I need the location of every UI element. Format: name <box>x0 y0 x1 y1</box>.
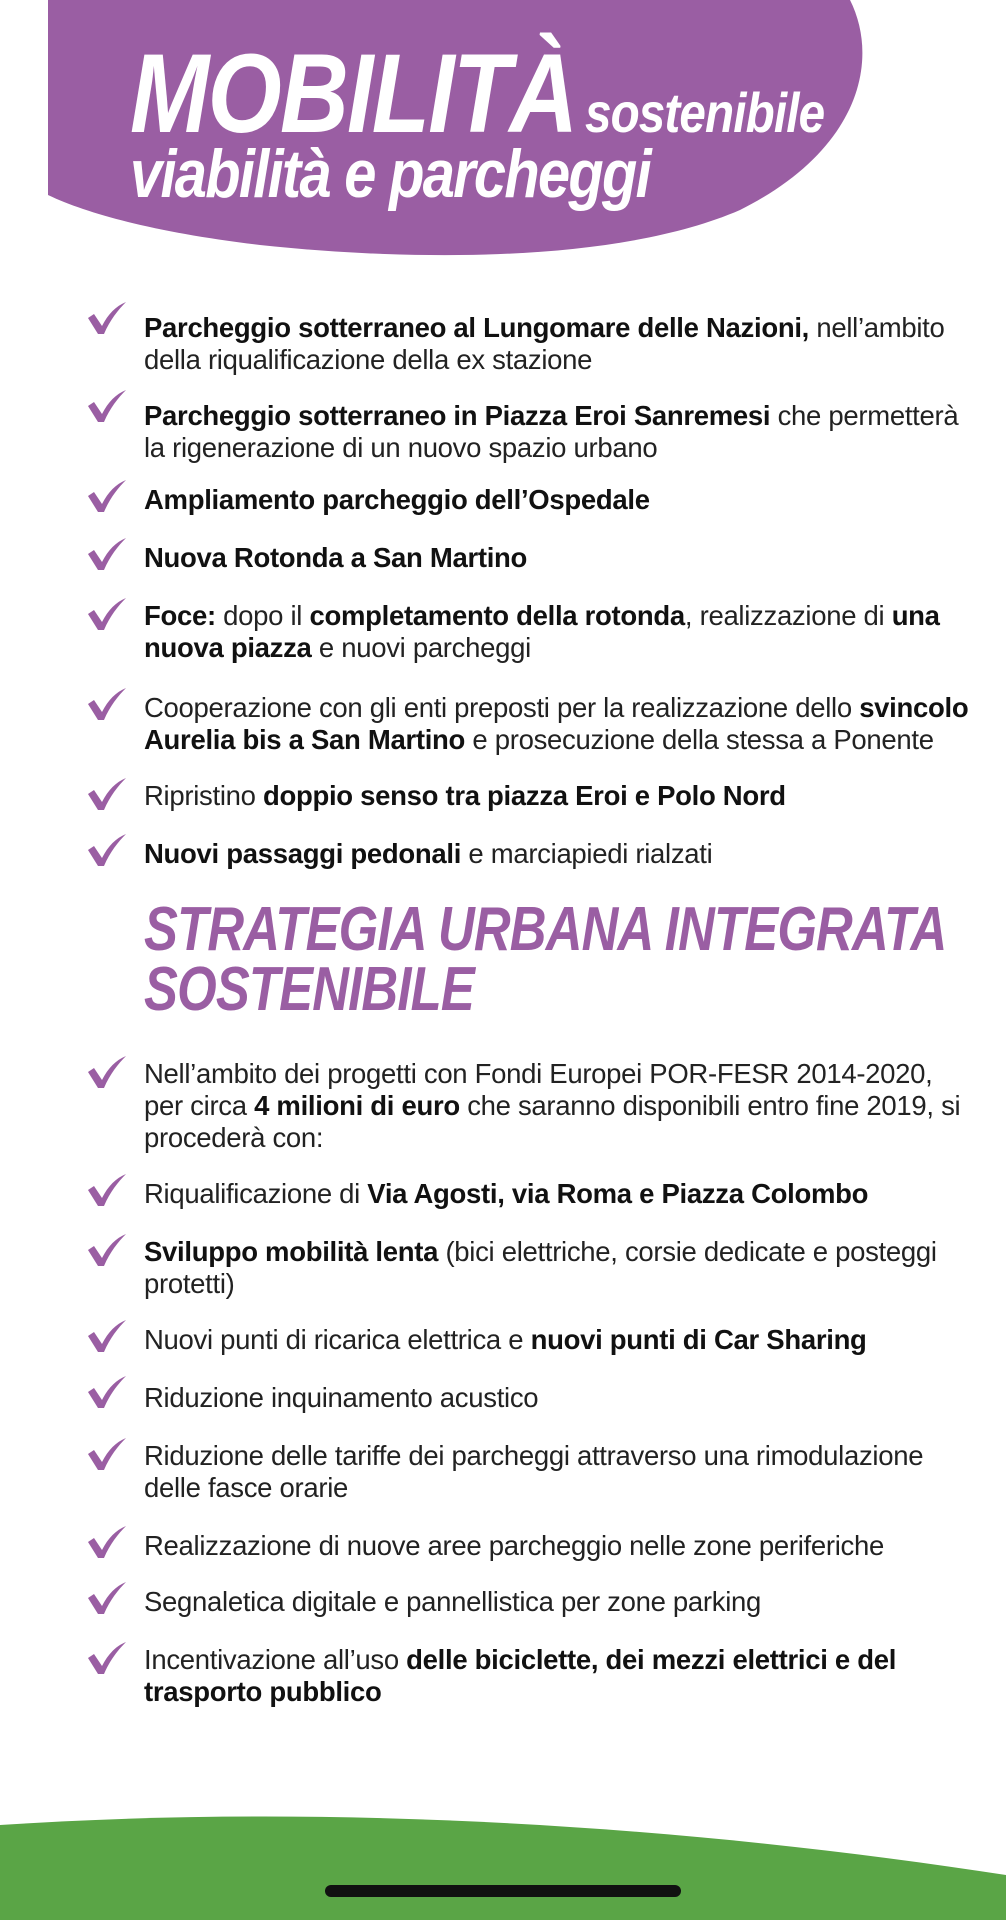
item-text: che permetterà la rigenerazione di un nuovo spazio urbano <box>144 400 959 463</box>
item-bold: completamento della rotonda <box>309 600 685 631</box>
checkmark-icon <box>86 1172 128 1208</box>
item-bold: 4 milioni di euro <box>254 1090 460 1121</box>
checkmark-icon <box>86 1318 128 1354</box>
item-text: Segnaletica digitale e pannellistica per zone parking <box>144 1586 762 1617</box>
item-text: Ripristino <box>144 780 263 811</box>
checkmark-icon <box>86 596 128 632</box>
item-bold: nuovi punti di Car Sharing <box>530 1324 867 1355</box>
checkmark-icon <box>86 1436 128 1472</box>
checkmark-icon <box>86 300 128 336</box>
checkmark-icon <box>86 1054 128 1090</box>
item-text: dopo il <box>215 600 310 631</box>
home-indicator[interactable] <box>325 1885 681 1897</box>
checkmark-icon <box>86 536 128 572</box>
item-text: Realizzazione di nuove aree parcheggio nelle zone periferiche <box>144 1530 884 1561</box>
item-text: e marciapiedi rialzati <box>461 838 713 869</box>
item-bold: doppio senso tra piazza Eroi e Polo Nord <box>262 780 786 811</box>
checkmark-icon <box>86 388 128 424</box>
item-bold: svincolo Aurelia bis a San Martino <box>144 692 969 755</box>
item-text: Nuovi punti di ricarica elettrica e <box>144 1324 531 1355</box>
item-bold: Foce: <box>144 600 216 631</box>
section-title <box>144 895 964 1024</box>
header-title <box>130 31 825 156</box>
header-subtitle: viabilità e parcheggi <box>130 136 651 212</box>
item-bold: Sviluppo mobilità lenta <box>144 1236 439 1267</box>
item-bold: delle biciclette, dei mezzi elettrici e del trasporto pubblico <box>144 1644 897 1707</box>
checkmark-icon <box>86 832 128 868</box>
item-text: Riqualificazione di <box>144 1178 368 1209</box>
item-bold: una nuova piazza <box>144 600 940 663</box>
checkmark-icon <box>86 1374 128 1410</box>
checkmark-icon <box>86 686 128 722</box>
item-bold: Parcheggio sotterraneo in Piazza Eroi Sanremesi <box>144 400 771 431</box>
item-text: Incentivazione all’uso <box>144 1644 407 1675</box>
item-bold: Via Agosti, via Roma e Piazza Colombo <box>367 1178 869 1209</box>
item-text: che saranno disponibili entro fine 2019, si procederà con: <box>144 1090 961 1153</box>
item-text: nell’ambito della riqualificazione della ex stazione <box>144 312 945 375</box>
item-text: , realizzazione di <box>684 600 892 631</box>
checkmark-icon <box>86 776 128 812</box>
item-text: (bici elettriche, corsie dedicate e posteggi protetti) <box>144 1236 937 1299</box>
item-bold: Nuova Rotonda a San Martino <box>144 542 528 573</box>
section-title-line1: STRATEGIA URBANA INTEGRATA <box>144 895 947 964</box>
footer-band <box>0 1780 1006 1920</box>
checkmark-icon <box>86 478 128 514</box>
item-text: Cooperazione con gli enti preposti per la realizzazione dello <box>144 692 860 723</box>
section-title-line2: SOSTENIBILE <box>144 955 474 1024</box>
item-text: Nell’ambito dei progetti con Fondi Europei POR-FESR 2014-2020, per circa <box>144 1058 933 1121</box>
title-mobilita: MOBILITÀ <box>130 31 577 156</box>
title-sostenibile: sostenibile <box>584 81 825 144</box>
checkmark-icon <box>86 1640 128 1676</box>
item-text: Riduzione inquinamento acustico <box>144 1382 539 1413</box>
checkmark-icon <box>86 1580 128 1616</box>
item-bold: Ampliamento parcheggio dell’Ospedale <box>144 484 650 515</box>
item-bold: Parcheggio sotterraneo al Lungomare delle Nazioni, <box>144 312 810 343</box>
item-text: Riduzione delle tariffe dei parcheggi attraverso una rimodulazione delle fasce orarie <box>144 1440 924 1503</box>
checkmark-icon <box>86 1232 128 1268</box>
checkmark-icon <box>86 1524 128 1560</box>
item-text: e prosecuzione della stessa a Ponente <box>465 724 934 755</box>
item-bold: Nuovi passaggi pedonali <box>144 838 462 869</box>
item-text: e nuovi parcheggi <box>311 632 531 663</box>
